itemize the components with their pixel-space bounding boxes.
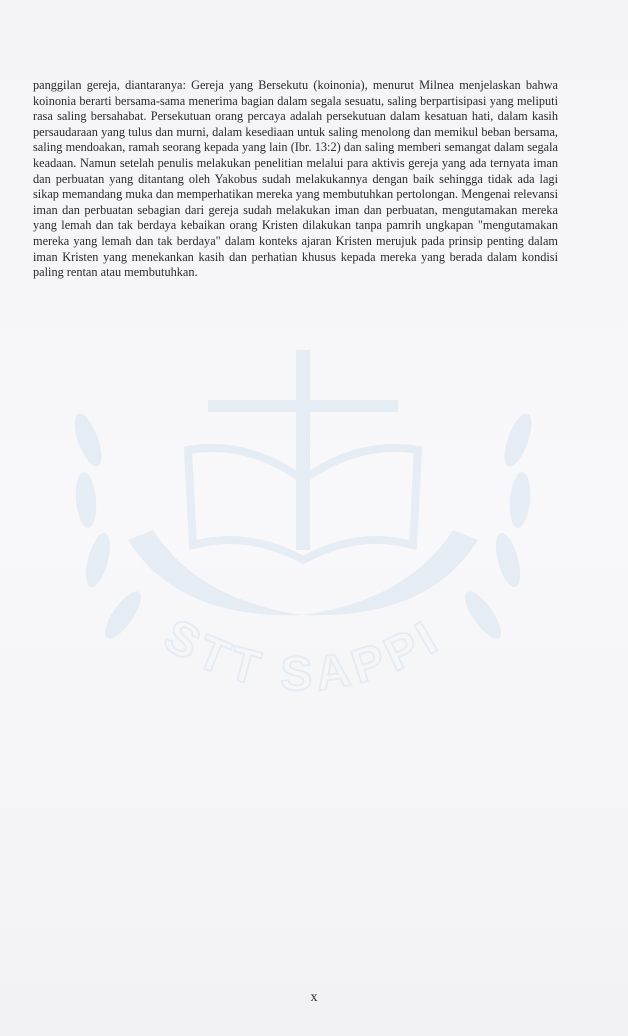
laurel-left-icon [69, 410, 147, 643]
institution-logo-watermark [68, 330, 538, 750]
watermark-text: STT SAPPI [155, 609, 451, 702]
body-paragraph: panggilan gereja, diantaranya: Gereja yang Bersekutu (koinonia), menurut Milnea menjelaskan bahwa koinonia berarti bersama-sama menerima bagian dalam segala sesuatu, saling berpartisipasi yang meliputi rasa saling bersahabat. Persekutuan orang percaya adalah persekutuan dalam kesatuan hati, dalam kasih persaudaraan yang tulus dan murni, dalam kesediaan untuk saling menolong dan memikul beban bersama, saling mendoakan, ramah seorang kepada yang lain (Ibr. 13:2) dan saling memberi semangat dalam segala keadaan. Namun setelah penulis melakukan penelitian melalui para aktivis gereja yang ada ternyata iman dan perbuatan yang ditantang oleh Yakobus sudah melakukannya dengan baik sehingga tidak ada lagi sikap memandang muka dan memperhatikan mereka yang membutuhkan pertolongan. Mengenai relevansi iman dan perbuatan sebagian dari gereja sudah melakukan iman dan perbuatan, mengutamakan mereka yang lemah dan tak berdaya kebaikan orang Kristen dilakukan tanpa pamrih ungkapan "mengutamakan mereka yang lemah dan tak berdaya" dalam konteks ajaran Kristen merujuk pada prinsip penting dalam iman Kristen yang menekankan kasih dan perhatian khusus kepada mereka yang berada dalam kondisi paling rentan atau membutuhkan. [33, 78, 558, 280]
laurel-right-icon [459, 410, 537, 643]
page-number: x [310, 990, 318, 1005]
